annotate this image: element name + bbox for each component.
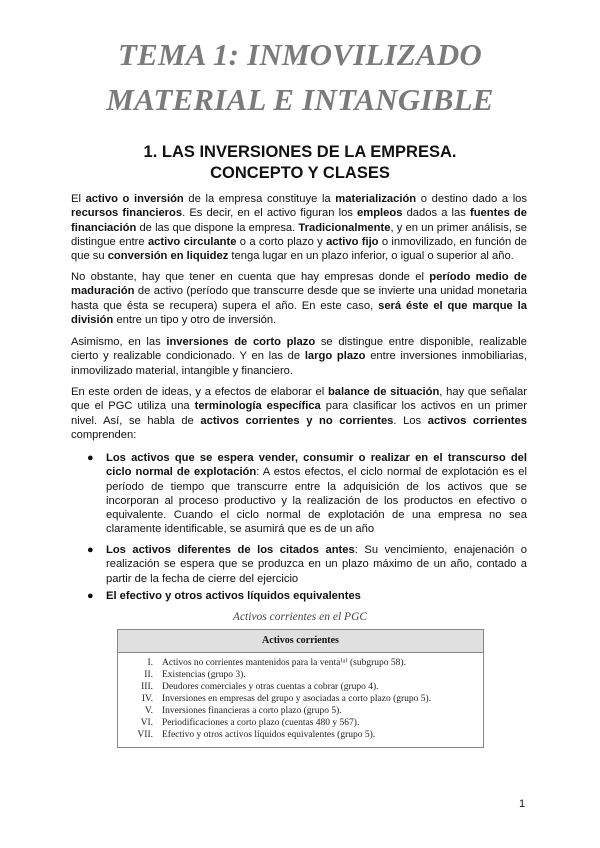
row-text: Inversiones financieras a corto plazo (grupo 5).	[162, 706, 342, 716]
paragraph-balance-situacion	[71, 385, 527, 442]
text-run: El	[71, 193, 86, 205]
bold-text-run: período medio de maduración	[71, 271, 527, 298]
table-body	[118, 653, 483, 747]
text-run: de la empresa constituye la	[183, 193, 336, 205]
row-text: Deudores comerciales y otras cuentas a cobrar (grupo 4).	[162, 682, 379, 692]
row-number: I.	[147, 658, 153, 668]
paragraph-periodo-maduracion	[71, 270, 527, 327]
bold-text-run: activos corrientes	[427, 414, 527, 427]
bold-text-run: Los activos que se espera vender, consumir o realizar en el transcurso del ciclo normal de explotación	[106, 452, 527, 479]
row-text: Efectivo y otros activos líquidos equivalentes (grupo 5).	[162, 730, 376, 740]
bullet-icon: ●	[87, 452, 94, 464]
bullet-item-efectivo	[87, 589, 527, 603]
paragraph-inversiones-plazo	[71, 335, 527, 378]
row-text: Inversiones en empresas del grupo y asociadas a corto plazo (grupo 5).	[162, 694, 432, 704]
row-number: III.	[141, 682, 153, 692]
text-run: : Su vencimiento, enajenación o realización se espera que se produzca en un plazo máximo de un año, contado a partir de la fecha de cierre del ejercicio	[106, 544, 527, 585]
bold-text-run: empleos	[357, 207, 403, 220]
row-text: Activos no corrientes mantenidos para la venta⁽ᵃ⁾ (subgrupo 58).	[162, 658, 406, 668]
paragraph-activo-definition	[71, 192, 527, 263]
table-row	[118, 657, 483, 669]
bold-text-run: recursos financieros	[71, 207, 183, 220]
bold-text-run: activo o inversión	[85, 193, 184, 205]
text-run: entre inversiones inmobiliarias, inmovilizado material, intangible y financiero.	[71, 350, 527, 377]
document-title-line-2: MATERIAL E INTANGIBLE	[106, 82, 494, 117]
text-run: , hay que señalar que el PGC utiliza una	[71, 386, 528, 413]
bold-text-run: El efectivo y otros activos líquidos equivalentes	[106, 590, 361, 602]
page-number: 1	[519, 798, 526, 810]
bold-text-run: largo plazo	[304, 350, 366, 363]
bold-text-run: balance de situación	[327, 386, 440, 398]
text-run: En este orden de ideas, y a efectos de elaborar el	[71, 386, 328, 398]
text-run: o a corto plazo y	[236, 235, 327, 248]
row-number: V.	[144, 706, 153, 716]
document-title-line-1: TEMA 1: INMOVILIZADO	[118, 37, 482, 72]
bold-text-run: Tradicionalmente	[298, 221, 391, 234]
bold-text-run: terminología específica	[194, 400, 321, 413]
text-run: Asimismo, en las	[71, 336, 167, 348]
bullet-text	[106, 452, 527, 535]
bullet-item-activos-diferentes	[87, 543, 527, 586]
table-row	[118, 681, 483, 693]
text-run: : A estos efectos, el ciclo normal de explotación es el período de tiempo que transcurre entre la adquisición de los activos que se incorporan al proceso productivo y la realización de los productos en efectivo o equivalente. Cuando el ciclo normal de explotación de una empresa no sea claramente identificable, se asumirá que es de un año	[106, 466, 527, 536]
bullet-icon: ●	[87, 544, 94, 556]
bullet-item-ciclo-explotacion	[87, 451, 527, 537]
table-header: Activos corrientes	[118, 630, 483, 653]
row-number: IV.	[141, 694, 153, 704]
row-number: VI.	[140, 718, 153, 728]
text-run: . Los	[393, 414, 428, 427]
bold-text-run: fuentes de financiación	[71, 207, 527, 234]
row-number: II.	[144, 670, 153, 680]
table-row	[118, 705, 483, 717]
section-heading-line-2: CONCEPTO Y CLASES	[210, 164, 390, 182]
bold-text-run: inversiones de corto plazo	[166, 336, 316, 348]
text-run: entre un tipo y otro de inversión.	[113, 313, 277, 326]
table-row	[118, 693, 483, 705]
text-run: de las que dispone la empresa.	[136, 221, 299, 234]
text-run: se distingue entre disponible, realizable cierto y realizable condicionado. Y en las de	[71, 336, 527, 363]
text-run: , y en un primer análisis, se distingue entre	[71, 221, 527, 248]
bold-text-run: Los activos diferentes de los citados antes	[106, 544, 355, 556]
row-number: VII.	[137, 730, 153, 740]
table-row	[118, 669, 483, 681]
text-run: para clasificar los activos en un primer nivel. Así, se habla de	[71, 400, 527, 427]
table-caption: Activos corrientes en el PGC	[232, 611, 368, 623]
text-run: . Es decir, en el activo figuran los	[182, 207, 358, 220]
section-heading-line-1: 1. LAS INVERSIONES DE LA EMPRESA.	[143, 143, 457, 161]
text-run: o destino dado a los	[416, 193, 528, 205]
bold-text-run: materialización	[335, 193, 417, 205]
bold-text-run: activos corrientes y no corrientes	[200, 414, 394, 427]
text-run: comprenden:	[71, 428, 137, 441]
row-text: Existencias (grupo 3).	[162, 670, 246, 680]
row-text: Periodificaciones a corto plazo (cuentas 480 y 567).	[162, 718, 360, 728]
text-run: dados a las	[402, 207, 470, 220]
bullet-text	[106, 590, 361, 602]
activos-corrientes-table	[117, 629, 484, 748]
text-run: No obstante, hay que tener en cuenta que hay empresas donde el	[71, 271, 430, 283]
table-row	[118, 717, 483, 729]
text-run: tenga lugar en un plazo inferior, o igual o superior al año.	[228, 250, 514, 263]
bold-text-run: activo circulante	[147, 235, 237, 248]
bold-text-run: conversión en liquidez	[107, 250, 229, 263]
bold-text-run: será éste el que marque la división	[71, 299, 527, 326]
bold-text-run: activo fijo	[326, 235, 379, 248]
bullet-text	[106, 544, 527, 585]
text-run: o inmovilizado, en función de que su	[71, 235, 527, 263]
bullet-icon: ●	[87, 590, 94, 602]
text-run: de activo (período que transcurre desde que se invierte una unidad monetaria hasta que ésta se recupera) supera el año. En este caso,	[71, 285, 527, 312]
table-row	[118, 729, 483, 741]
